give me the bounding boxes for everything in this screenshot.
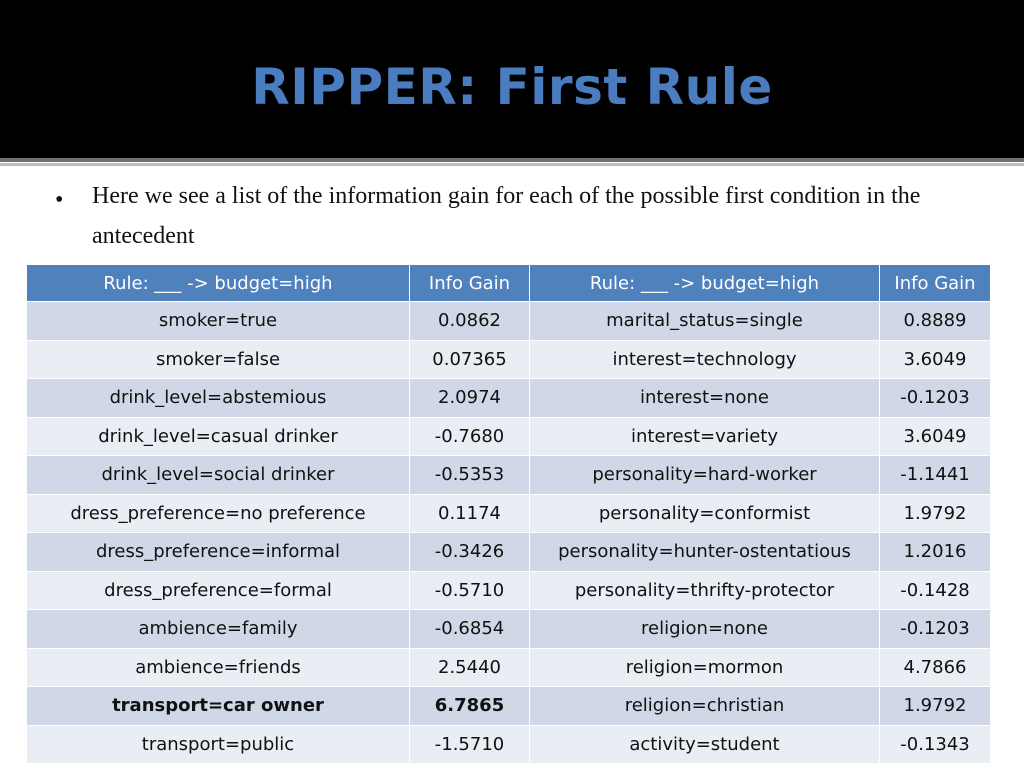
title-divider-light <box>0 163 1024 166</box>
rule-left-cell: drink_level=abstemious <box>27 379 410 418</box>
rule-left-cell: dress_preference=informal <box>27 533 410 572</box>
bullet-marker: • <box>55 187 64 213</box>
gain-left-cell: 2.0974 <box>410 379 530 418</box>
rule-right-cell: personality=conformist <box>530 494 880 533</box>
rule-right-cell: personality=hunter-ostentatious <box>530 533 880 572</box>
gain-right-cell: 4.7866 <box>880 648 991 687</box>
rule-right-cell: interest=technology <box>530 340 880 379</box>
gain-right-cell: -0.1428 <box>880 571 991 610</box>
gain-left-cell: -1.5710 <box>410 725 530 764</box>
gain-right-cell: 3.6049 <box>880 417 991 456</box>
gain-left-cell: -0.5353 <box>410 456 530 495</box>
table-row <box>27 379 991 418</box>
table-body <box>27 302 991 764</box>
gain-right-cell: 0.8889 <box>880 302 991 341</box>
table-row <box>27 610 991 649</box>
gain-right-cell: -1.1441 <box>880 456 991 495</box>
table-header-row <box>27 265 991 302</box>
header-gain-right: Info Gain <box>880 265 991 302</box>
rule-right-cell: marital_status=single <box>530 302 880 341</box>
rule-right-cell: religion=christian <box>530 687 880 726</box>
title-divider-dark <box>0 158 1024 162</box>
table-row <box>27 494 991 533</box>
rule-right-cell: religion=none <box>530 610 880 649</box>
gain-right-cell: -0.1343 <box>880 725 991 764</box>
gain-right-cell: -0.1203 <box>880 379 991 418</box>
slide-title: RIPPER: First Rule <box>251 58 773 116</box>
rule-left-cell: transport=car owner <box>27 687 410 726</box>
table-row <box>27 533 991 572</box>
gain-right-cell: -0.1203 <box>880 610 991 649</box>
table-row <box>27 302 991 341</box>
table-row <box>27 571 991 610</box>
info-gain-table <box>26 264 991 764</box>
rule-left-cell: drink_level=social drinker <box>27 456 410 495</box>
rule-right-cell: personality=hard-worker <box>530 456 880 495</box>
gain-left-cell: 0.0862 <box>410 302 530 341</box>
gain-left-cell: -0.5710 <box>410 571 530 610</box>
table-row <box>27 456 991 495</box>
gain-left-cell: 6.7865 <box>410 687 530 726</box>
gain-right-cell: 1.2016 <box>880 533 991 572</box>
table-row <box>27 687 991 726</box>
header-rule-right: Rule: ___ -> budget=high <box>530 265 880 302</box>
gain-left-cell: -0.7680 <box>410 417 530 456</box>
rule-left-cell: smoker=true <box>27 302 410 341</box>
gain-left-cell: 0.1174 <box>410 494 530 533</box>
rule-left-cell: ambience=friends <box>27 648 410 687</box>
gain-left-cell: 2.5440 <box>410 648 530 687</box>
rule-right-cell: interest=none <box>530 379 880 418</box>
rule-right-cell: religion=mormon <box>530 648 880 687</box>
gain-left-cell: -0.6854 <box>410 610 530 649</box>
rule-left-cell: dress_preference=no preference <box>27 494 410 533</box>
rule-left-cell: transport=public <box>27 725 410 764</box>
table-row <box>27 417 991 456</box>
rule-left-cell: ambience=family <box>27 610 410 649</box>
gain-left-cell: 0.07365 <box>410 340 530 379</box>
gain-left-cell: -0.3426 <box>410 533 530 572</box>
rule-left-cell: drink_level=casual drinker <box>27 417 410 456</box>
table-row <box>27 648 991 687</box>
table-row <box>27 725 991 764</box>
rule-right-cell: personality=thrifty-protector <box>530 571 880 610</box>
header-gain-left: Info Gain <box>410 265 530 302</box>
rule-right-cell: interest=variety <box>530 417 880 456</box>
gain-right-cell: 1.9792 <box>880 494 991 533</box>
gain-right-cell: 1.9792 <box>880 687 991 726</box>
header-rule-left: Rule: ___ -> budget=high <box>27 265 410 302</box>
rule-left-cell: smoker=false <box>27 340 410 379</box>
table-row <box>27 340 991 379</box>
rule-right-cell: activity=student <box>530 725 880 764</box>
gain-right-cell: 3.6049 <box>880 340 991 379</box>
rule-left-cell: dress_preference=formal <box>27 571 410 610</box>
bullet-text: Here we see a list of the information gain for each of the possible first condition in the antecedent <box>92 183 921 249</box>
